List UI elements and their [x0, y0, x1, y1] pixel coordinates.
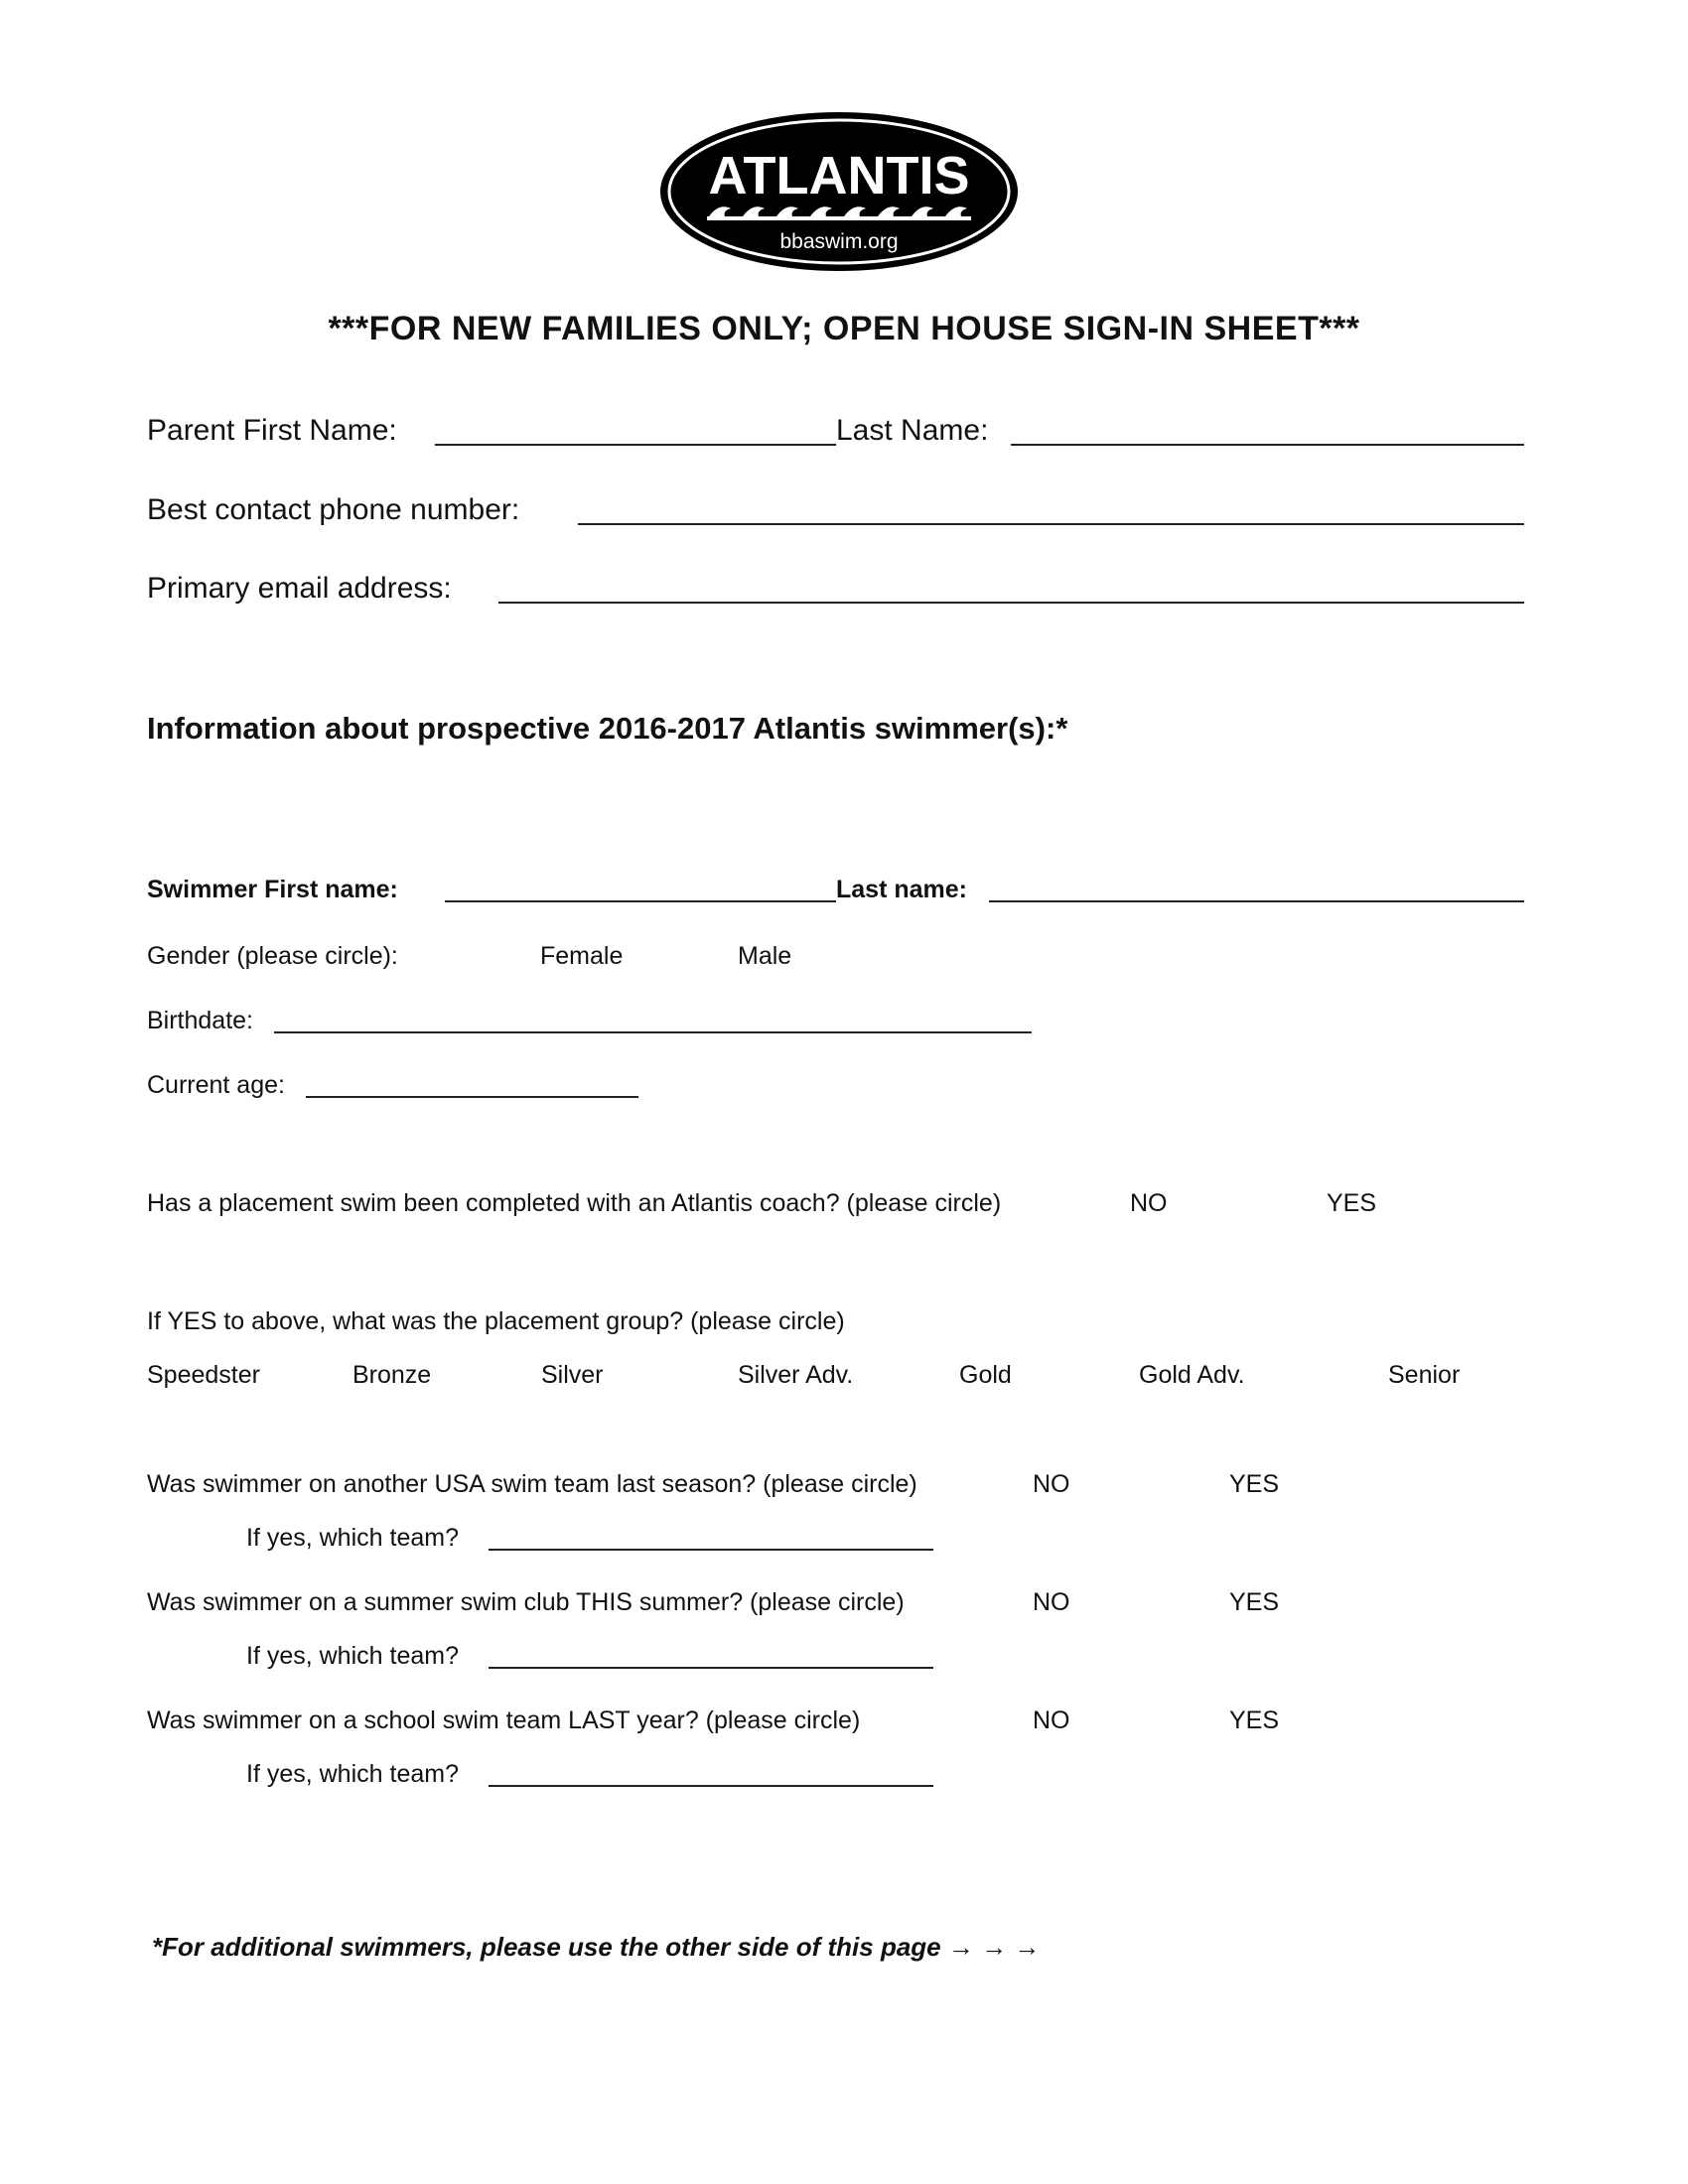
birthdate-field[interactable] — [274, 1031, 1032, 1033]
parent-first-name-label: Parent First Name: — [147, 414, 397, 447]
current-age-label: Current age: — [147, 1071, 285, 1099]
birthdate-label: Birthdate: — [147, 1007, 254, 1034]
placement-question: Has a placement swim been completed with an Atlantis coach? (please circle) — [147, 1189, 1002, 1217]
placement-option-no[interactable]: NO — [1130, 1189, 1168, 1217]
group-option-gold[interactable]: Gold — [959, 1361, 1012, 1389]
summer-club-question: Was swimmer on a summer swim club THIS summer? (please circle) — [147, 1588, 905, 1616]
summer-club-name-field[interactable] — [489, 1667, 933, 1669]
group-option-speedster[interactable]: Speedster — [147, 1361, 260, 1389]
group-option-silver[interactable]: Silver — [541, 1361, 604, 1389]
usa-team-followup-label: If yes, which team? — [246, 1524, 459, 1552]
gender-label: Gender (please circle): — [147, 942, 398, 970]
email-field[interactable] — [498, 602, 1524, 604]
parent-last-name-label: Last Name: — [836, 414, 989, 447]
swimmer-first-name-field[interactable] — [445, 900, 836, 902]
usa-team-option-yes[interactable]: YES — [1229, 1470, 1280, 1498]
atlantis-logo — [657, 109, 1021, 274]
phone-label: Best contact phone number: — [147, 493, 520, 526]
placement-option-yes[interactable]: YES — [1327, 1189, 1377, 1217]
current-age-field[interactable] — [306, 1096, 638, 1098]
parent-first-name-field[interactable] — [435, 444, 836, 446]
group-option-gold-adv[interactable]: Gold Adv. — [1139, 1361, 1245, 1389]
usa-team-option-no[interactable]: NO — [1033, 1470, 1070, 1498]
swimmer-section-heading: Information about prospective 2016-2017 Atlantis swimmer(s):* — [147, 711, 1068, 746]
logo-url: bbaswim.org — [779, 230, 899, 253]
summer-club-followup-label: If yes, which team? — [246, 1642, 459, 1670]
swimmer-first-name-label: Swimmer First name: — [147, 876, 398, 903]
logo-text: ATLANTIS — [708, 146, 970, 205]
email-label: Primary email address: — [147, 572, 452, 605]
usa-team-name-field[interactable] — [489, 1549, 933, 1551]
school-team-option-no[interactable]: NO — [1033, 1706, 1070, 1734]
group-option-bronze[interactable]: Bronze — [352, 1361, 432, 1389]
swimmer-last-name-field[interactable] — [989, 900, 1524, 902]
usa-team-question: Was swimmer on another USA swim team last season? (please circle) — [147, 1470, 917, 1498]
school-team-option-yes[interactable]: YES — [1229, 1706, 1280, 1734]
summer-club-option-no[interactable]: NO — [1033, 1588, 1070, 1616]
placement-group-question: If YES to above, what was the placement group? (please circle) — [147, 1307, 845, 1335]
page-title: ***FOR NEW FAMILIES ONLY; OPEN HOUSE SIGN-IN SHEET*** — [328, 310, 1360, 347]
gender-option-male[interactable]: Male — [738, 942, 792, 970]
school-team-followup-label: If yes, which team? — [246, 1760, 459, 1788]
school-team-question: Was swimmer on a school swim team LAST year? (please circle) — [147, 1706, 861, 1734]
group-option-silver-adv[interactable]: Silver Adv. — [738, 1361, 854, 1389]
additional-swimmers-footnote: *For additional swimmers, please use the other side of this page → → → — [152, 1932, 1041, 1962]
swimmer-last-name-label: Last name: — [836, 876, 967, 903]
school-team-name-field[interactable] — [489, 1785, 933, 1787]
parent-last-name-field[interactable] — [1011, 444, 1524, 446]
group-option-senior[interactable]: Senior — [1388, 1361, 1461, 1389]
summer-club-option-yes[interactable]: YES — [1229, 1588, 1280, 1616]
phone-field[interactable] — [578, 523, 1524, 525]
gender-option-female[interactable]: Female — [540, 942, 624, 970]
